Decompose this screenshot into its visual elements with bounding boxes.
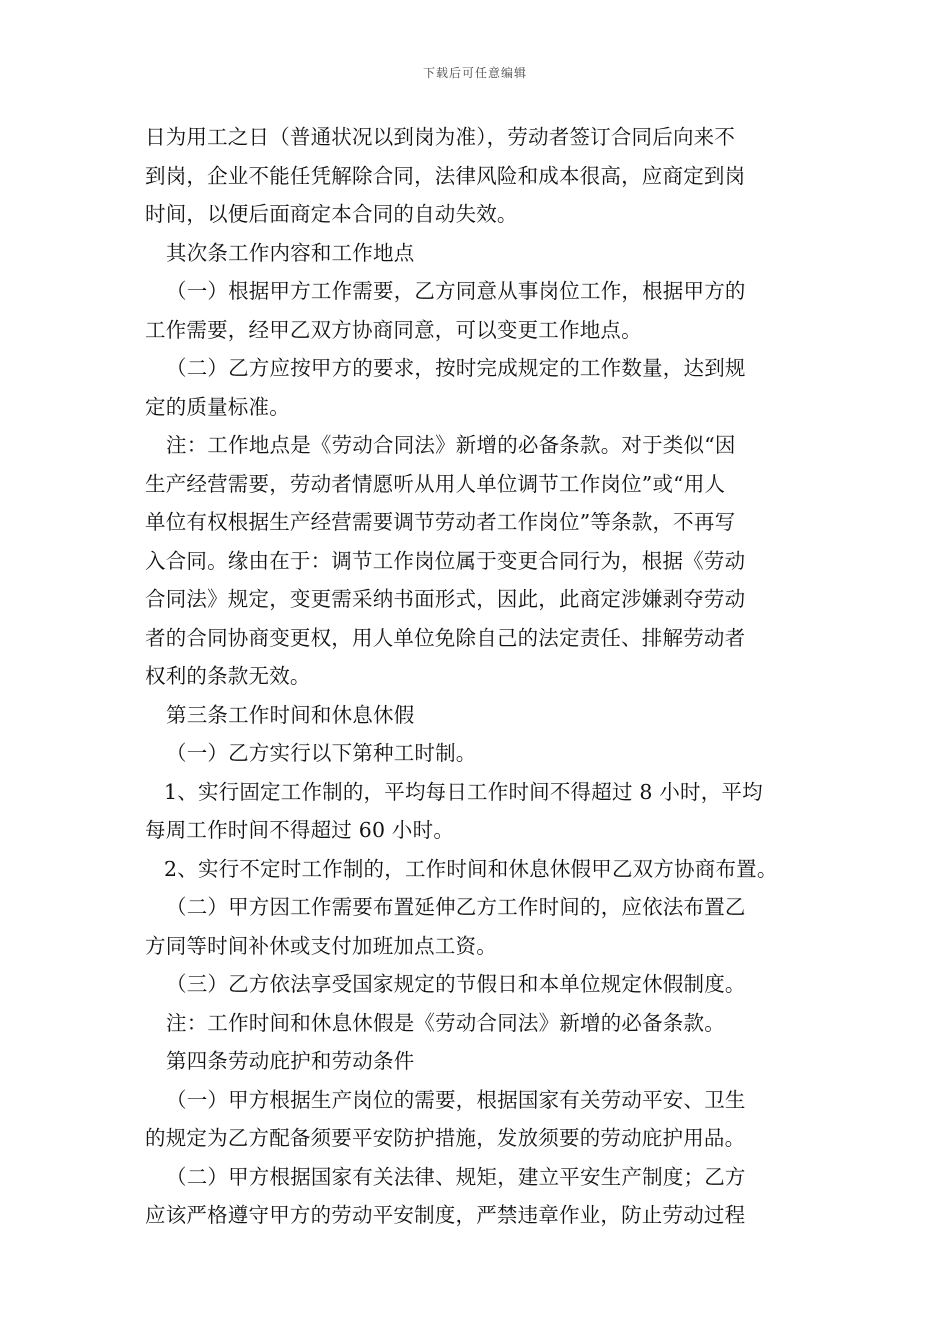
- text-line: （一）根据甲方工作需要，乙方同意从事岗位工作，根据甲方的: [166, 279, 746, 303]
- text-line: 方同等时间补休或支付加班加点工资。: [145, 933, 497, 958]
- text-line: （二）甲方因工作需要布置延伸乙方工作时间的，应依法布置乙: [166, 895, 746, 919]
- text-line: 到岗，企业不能任凭解除合同，法律风险和成本很高，应商定到岗: [145, 163, 746, 188]
- text-line: 1、实行固定工作制的，平均每日工作时间不得超过 8 小时，平均: [164, 779, 763, 804]
- text-line: 时间，以便后面商定本合同的自动失效。: [145, 202, 518, 226]
- text-line: （二）乙方应按甲方的要求，按时完成规定的工作数量，达到规: [166, 356, 746, 380]
- text-line: （一）甲方根据生产岗位的需要，根据国家有关劳动平安、卫生: [166, 1087, 746, 1112]
- section-heading: 第四条劳动庇护和劳动条件: [166, 1049, 415, 1073]
- text-line: （三）乙方依法享受国家规定的节假日和本单位规定休假制度。: [166, 972, 746, 996]
- text-line: 工作需要，经甲乙双方协商同意，可以变更工作地点。: [145, 317, 642, 342]
- note-line: 注：工作时间和休息休假是《劳动合同法》新增的必备条款。: [166, 1010, 725, 1035]
- text-line: 日为用工之日（普通状况以到岗为准），劳动者签订合同后向来不: [145, 125, 736, 149]
- text-line: 生产经营需要，劳动者情愿听从用人单位调节工作岗位”或“用人: [145, 471, 726, 496]
- text-line: 定的质量标准。: [145, 394, 290, 419]
- text-line: 应该严格遵守甲方的劳动平安制度，严禁违章作业，防止劳动过程: [145, 1203, 746, 1227]
- document-body: [145, 118, 815, 1235]
- section-heading: 第三条工作时间和休息休假: [166, 702, 415, 727]
- section-heading: 其次条工作内容和工作地点: [166, 240, 415, 265]
- text-line: 2、实行不定时工作制的，工作时间和休息休假甲乙双方协商布置。: [164, 856, 778, 881]
- text-line: （一）乙方实行以下第种工时制。: [166, 741, 477, 765]
- text-line: 入合同。缘由在于：调节工作岗位属于变更合同行为，根据《劳动: [145, 548, 746, 573]
- text-line: 合同法》规定，变更需采纳书面形式，因此，此商定涉嫌剥夺劳动: [145, 587, 746, 611]
- text-line: 每周工作时间不得超过 60 小时。: [145, 818, 455, 842]
- text-line: 者的合同协商变更权，用人单位免除自己的法定责任、排解劳动者: [145, 625, 746, 650]
- page-header: 下载后可任意编辑: [422, 66, 527, 80]
- text-line: （二）甲方根据国家有关法律、规矩，建立平安生产制度；乙方: [166, 1164, 746, 1189]
- text-line: 的规定为乙方配备须要平安防护措施，发放须要的劳动庇护用品。: [145, 1126, 746, 1150]
- text-line: 权利的条款无效。: [145, 664, 311, 688]
- text-line: 单位有权根据生产经营需要调节劳动者工作岗位”等条款，不再写: [145, 510, 736, 534]
- note-line: 注：工作地点是《劳动合同法》新增的必备条款。对于类似“因: [166, 433, 736, 457]
